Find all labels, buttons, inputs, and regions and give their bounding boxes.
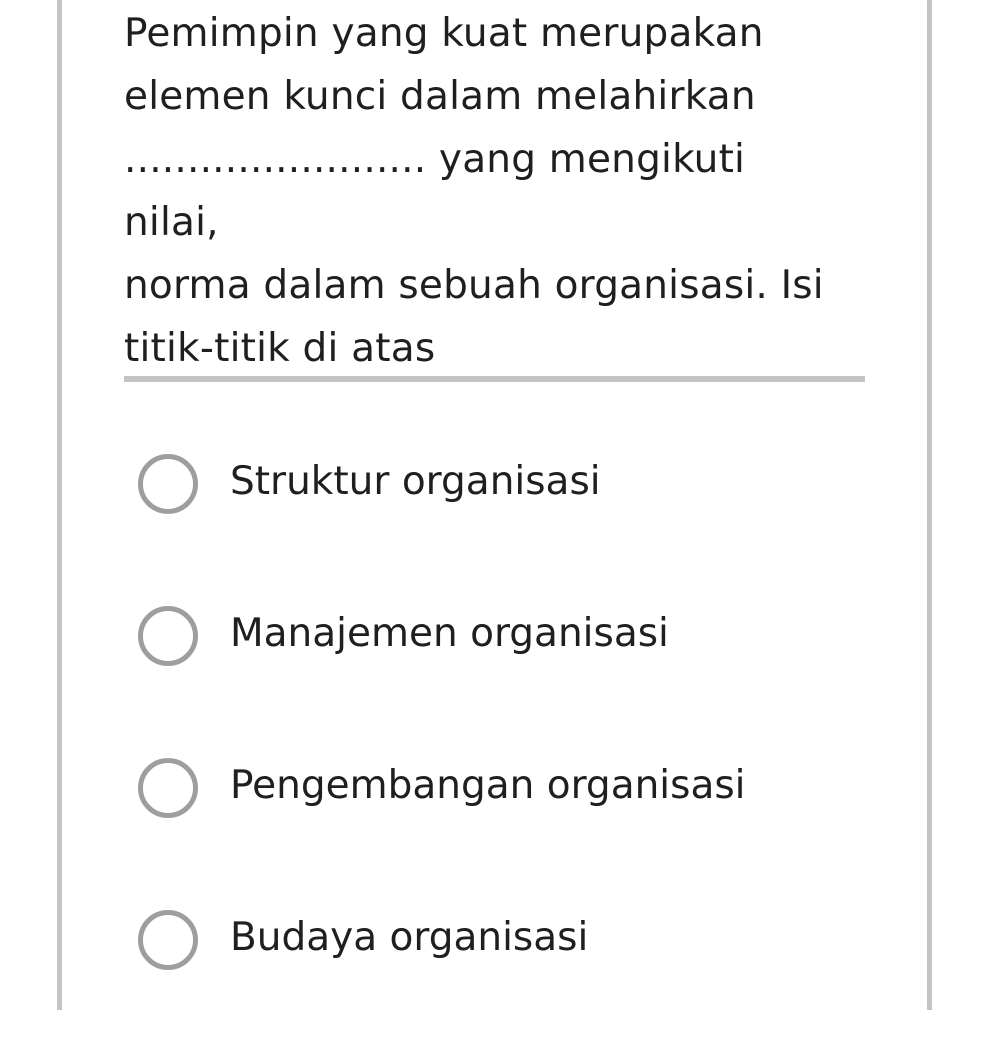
radio-button-icon[interactable] <box>138 758 198 818</box>
question-card <box>57 0 932 1010</box>
radio-button-icon[interactable] <box>138 606 198 666</box>
option-label[interactable]: Budaya organisasi <box>230 915 589 960</box>
option-manajemen-organisasi[interactable] <box>134 606 854 758</box>
option-label[interactable]: Struktur organisasi <box>230 459 601 504</box>
radio-button-icon[interactable] <box>138 910 198 970</box>
divider <box>124 376 865 382</box>
radio-button-icon[interactable] <box>138 454 198 514</box>
option-label[interactable]: Pengembangan organisasi <box>230 763 746 808</box>
answer-options <box>134 454 854 1062</box>
option-budaya-organisasi[interactable] <box>134 910 854 1062</box>
question-text: Pemimpin yang kuat merupakan elemen kunci dalam melahirkan ........................ yang mengikuti nilai, norma dalam sebuah organisasi. Isi titik-titik di atas <box>124 11 824 371</box>
option-label[interactable]: Manajemen organisasi <box>230 611 669 656</box>
option-struktur-organisasi[interactable] <box>134 454 854 606</box>
option-pengembangan-organisasi[interactable] <box>134 758 854 910</box>
